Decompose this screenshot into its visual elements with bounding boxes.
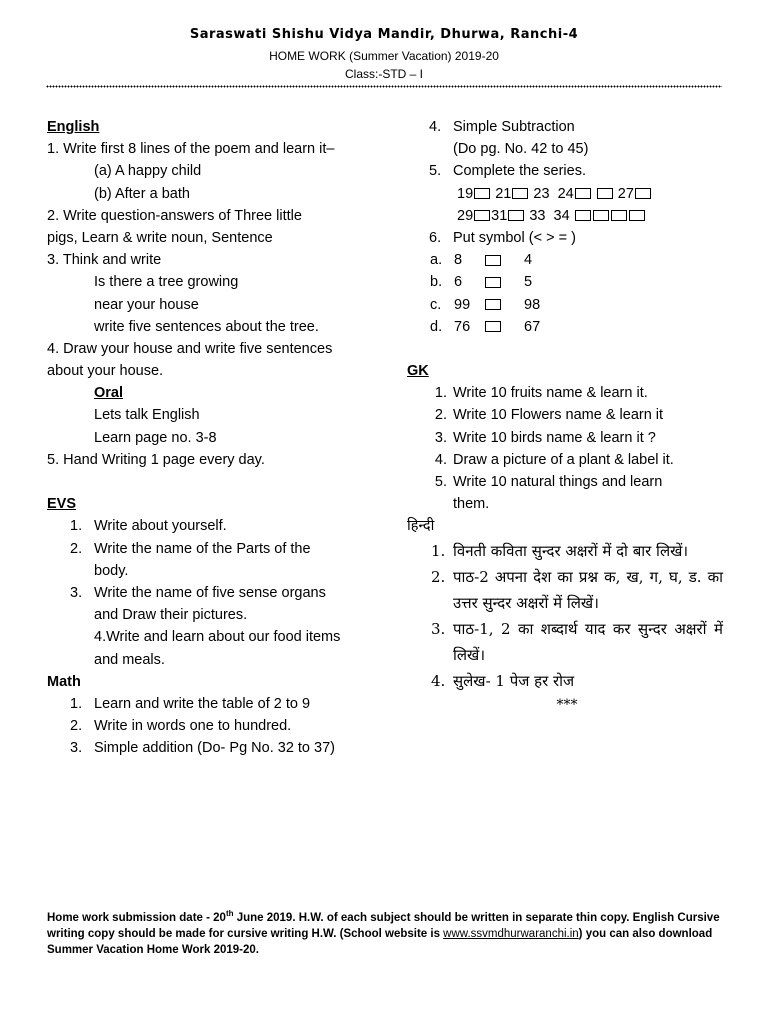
answer-box <box>611 210 627 221</box>
math-item-6: 6. Put symbol (< > = ) <box>429 229 576 246</box>
english-item-2a: 2. Write question-answers of Three little <box>47 207 302 224</box>
answer-box <box>593 210 609 221</box>
symbol-row: d. 76 67 <box>430 318 541 335</box>
hindi-heading: हिन्दी <box>407 518 435 535</box>
homework-title-prefix: HOME WORK <box>269 49 346 63</box>
math-item-1: 1. Learn and write the table of 2 to 9 <box>70 695 311 712</box>
english-item-3a: Is there a tree growing <box>94 274 239 291</box>
series-row-2: 29 31 33 34 <box>407 205 727 227</box>
gk-heading: GK <box>407 363 429 380</box>
evs-item-3: 3. Write the name of five sense organs <box>70 584 326 601</box>
oral-item-2: Learn page no. 3-8 <box>94 429 217 446</box>
english-item-1b: (b) After a bath <box>94 185 190 202</box>
gk-item-3: 3. Write 10 birds name & learn it ? <box>434 429 656 446</box>
gk-item-2: 2. Write 10 Flowers name & learn it <box>434 407 664 424</box>
hindi-item-1: 1. विनती कविता सुन्दर अक्षरों में दो बार लिखें। <box>431 541 689 560</box>
gk-item-4: 4. Draw a picture of a plant & label it. <box>434 451 674 468</box>
homework-title <box>0 49 768 63</box>
evs-item-3-cont: and Draw their pictures. <box>94 607 248 624</box>
dotted-divider <box>46 84 722 90</box>
math-item-3: 3. Simple addition (Do- Pg No. 32 to 37) <box>70 740 335 757</box>
answer-box <box>474 210 490 221</box>
hindi-item-3: 3. पाठ-1, 2 का शब्दार्थ याद कर सुन्दर अक्षरों में लिखें। <box>431 619 723 664</box>
english-item-3c: write five sentences about the tree. <box>94 318 319 335</box>
hindi-list <box>407 538 727 716</box>
gk-item-5: 5. Write 10 natural things and learn <box>434 474 663 490</box>
evs-item-4: 4.Write and learn about our food items <box>94 629 341 646</box>
english-item-5: 5. Hand Writing 1 page every day. <box>47 451 265 468</box>
symbol-row: c. 99 98 <box>430 296 541 313</box>
answer-box <box>485 255 501 266</box>
hindi-item-4: 4. सुलेख- 1 पेज हर रोज <box>431 671 575 690</box>
math-item-2: 2. Write in words one to hundred. <box>70 718 292 735</box>
english-item-4b: about your house. <box>47 363 164 380</box>
right-column <box>407 116 727 716</box>
answer-box <box>512 188 528 199</box>
school-name: Saraswati Shishu Vidya Mandir, Dhurwa, Ranchi-4 <box>189 27 579 42</box>
footer-note: Home work submission date - 20th June 2019. H.W. of each subject should be written in separate thin copy. English Cursive writing copy should be made for cursive writing H.W. (School website is www.ssvmdhurwaranchi.in) you can also download Summer Vacation Home Work 2019-20. <box>47 909 720 956</box>
math-item-4: 4. Simple Subtraction <box>429 119 575 135</box>
evs-item-2-cont: body. <box>94 562 129 579</box>
gk-item-5-cont: them. <box>453 496 490 513</box>
answer-box <box>575 188 591 199</box>
school-website-link[interactable]: www.ssvmdhurwaranchi.in <box>443 927 579 940</box>
answer-box <box>485 299 501 310</box>
answer-box <box>485 277 501 288</box>
answer-box <box>597 188 613 199</box>
answer-box <box>474 188 490 199</box>
homework-title-suffix: (Summer Vacation) 2019-20 <box>349 49 499 63</box>
math-heading: Math <box>47 673 81 690</box>
evs-item-1: 1. Write about yourself. <box>70 518 227 535</box>
math-item-5: 5. Complete the series. <box>429 163 586 180</box>
hindi-item-2: 2. पाठ-2 अपना देश का प्रश्न क, ख, ग, घ, ड. का उत्तर सुन्दर अक्षरों में लिखें। <box>431 567 723 612</box>
english-heading: English <box>47 119 100 135</box>
gk-item-1: 1. Write 10 fruits name & learn it. <box>434 385 648 402</box>
math-item-4-cont: (Do pg. No. 42 to 45) <box>453 141 589 158</box>
oral-heading: Oral <box>94 385 124 402</box>
answer-box <box>635 188 651 199</box>
evs-item-2: 2. Write the name of the Parts of the <box>70 540 311 557</box>
left-column <box>47 116 387 759</box>
class-line: Class:-STD – I <box>344 67 423 81</box>
english-item-3b: near your house <box>94 296 199 313</box>
evs-item-4-cont: and meals. <box>94 651 165 668</box>
symbol-row: b. 6 5 <box>430 274 533 291</box>
oral-item-1: Lets talk English <box>94 407 200 424</box>
english-item-1: 1. Write first 8 lines of the poem and learn it– <box>47 141 335 158</box>
answer-box <box>575 210 591 221</box>
end-stars: *** <box>556 696 578 713</box>
english-item-4a: 4. Draw your house and write five sentences <box>47 340 333 357</box>
english-item-2b: pigs, Learn & write noun, Sentence <box>47 229 273 246</box>
english-item-1a: (a) A happy child <box>94 163 202 180</box>
symbol-row: a. 8 4 <box>430 252 533 269</box>
answer-box <box>485 321 501 332</box>
english-item-3: 3. Think and write <box>47 252 162 269</box>
answer-box <box>629 210 645 221</box>
series-row-1: 19 21 23 24 27 <box>407 183 727 205</box>
evs-heading: EVS <box>47 496 77 513</box>
answer-box <box>508 210 524 221</box>
